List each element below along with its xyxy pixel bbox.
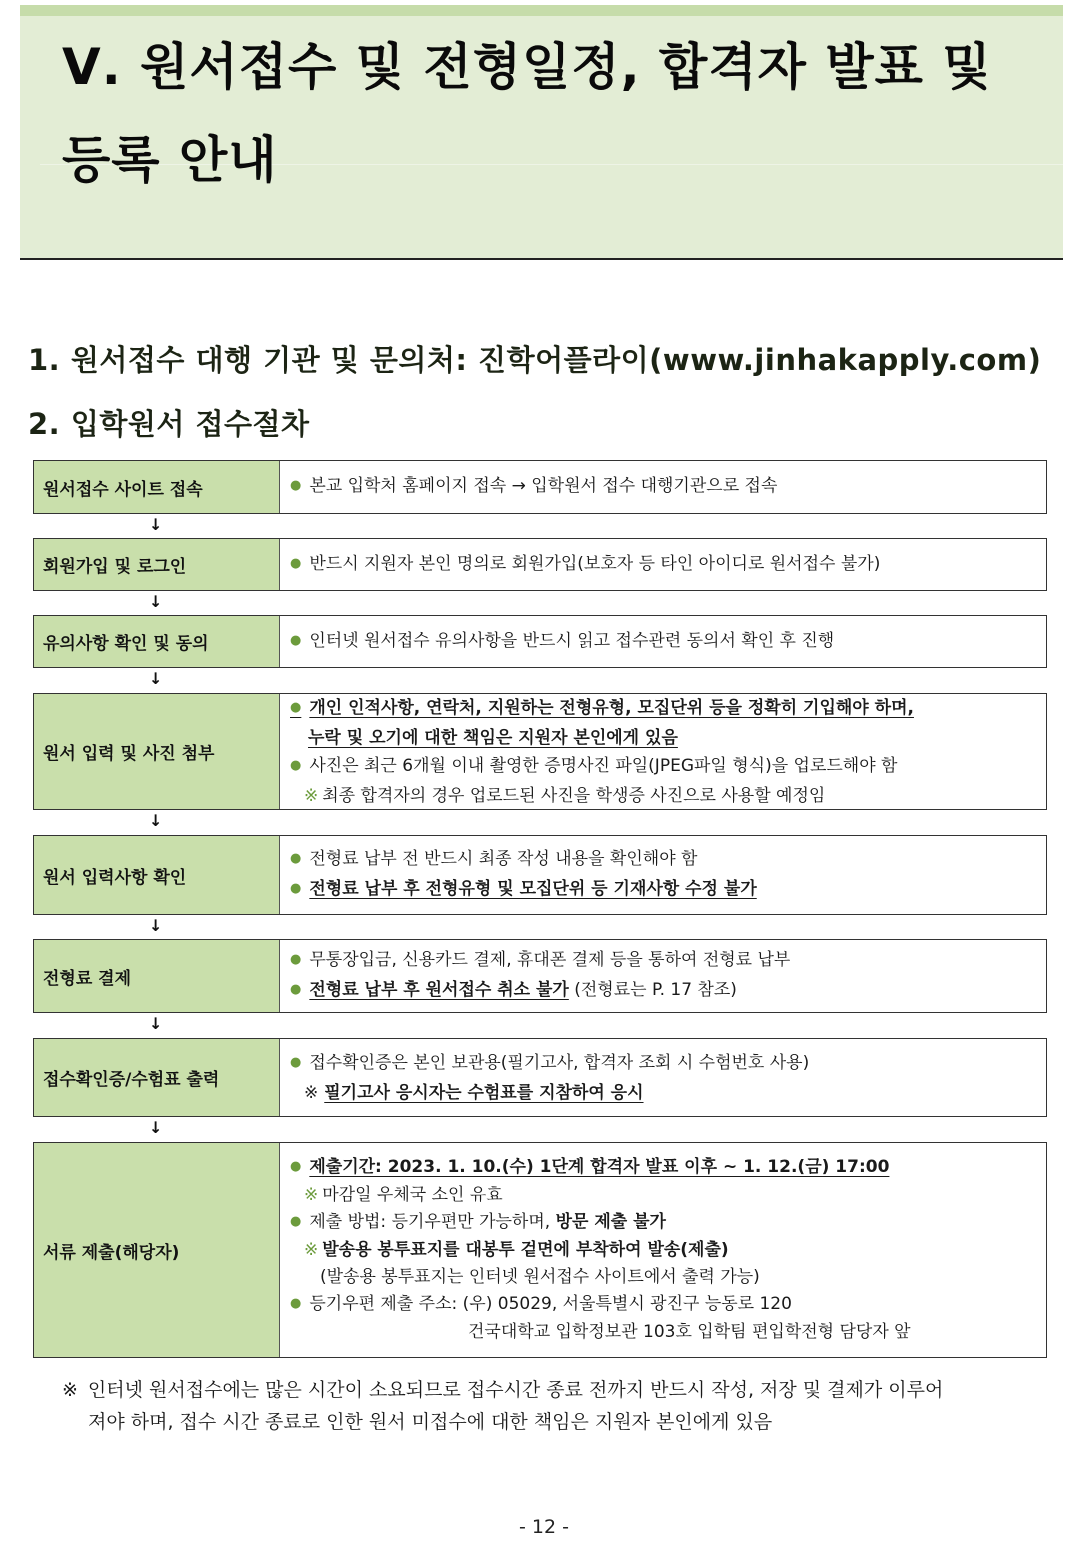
step-text: 누락 및 오기에 대한 책임은 지원자 본인에게 있음 [308,727,678,748]
footnote-line2: 져야 하며, 접수 시간 종료로 인한 원서 미접수에 대한 책임은 지원자 본인에게 있음 [88,1411,773,1433]
footnote [62,1374,1062,1438]
step-text: 전형료 납부 후 원서접수 취소 불가 [309,980,569,1000]
step-label: 전형료 결제 [34,940,280,1012]
step-label: 유의사항 확인 및 동의 [34,616,280,667]
step-line [290,1154,1036,1182]
step-line [290,875,1036,905]
step-line [290,1264,1036,1291]
reference-mark-icon: ※ [304,1185,319,1205]
step-text-bold: 방문 제출 불가 [555,1212,666,1232]
step-text: 발송용 봉투표지를 대봉투 겉면에 부착하여 발송(제출) [322,1240,729,1260]
step-body [280,616,1046,667]
page-number: - 12 - [519,1516,569,1538]
bullet-icon: ● [290,851,302,866]
bullet-icon: ● [290,757,302,773]
down-arrow-icon: ↓ [149,811,163,830]
bullet-icon: ● [290,632,302,648]
flow-step-print-receipt [33,1038,1047,1117]
flow-step-signup-login [33,538,1047,591]
step-line [290,1209,1036,1237]
step-label: 회원가입 및 로그인 [34,539,280,590]
step-text: 필기고사 응시자는 수험표를 지참하여 응시 [324,1082,644,1103]
section-heading-agency [28,338,1041,379]
step-line [290,724,1036,752]
step-text: 반드시 지원자 본인 명의로 회원가입(보호자 등 타인 아이디로 원서접수 불가) [309,553,881,574]
reference-mark-icon: ※ [304,1240,319,1260]
section-heading-procedure [28,402,310,443]
step-body [280,940,1046,1012]
bullet-icon: ● [290,982,302,997]
down-arrow-icon: ↓ [149,592,163,611]
section-title: 원서접수 대행 기관 및 문의처: 진학어플라이(www.jinhakapply.com) [70,343,1042,377]
bullet-icon: ● [290,699,302,715]
chapter-header-band [20,5,1063,260]
step-text: 인터넷 원서접수 유의사항을 반드시 읽고 접수관련 동의서 확인 후 진행 [309,630,835,651]
flow-step-payment [33,939,1047,1013]
down-arrow-icon: ↓ [149,1118,163,1137]
step-note [290,1237,1036,1264]
step-text-suffix: (전형료는 P. 17 참조) [568,980,737,1000]
bullet-icon: ● [290,881,302,896]
step-text: (발송용 봉투표지는 인터넷 원서접수 사이트에서 출력 가능) [320,1267,760,1287]
flow-step-input-photo [33,693,1047,810]
step-line [290,472,1036,502]
flow-step-notice-agree [33,615,1047,668]
step-body [280,539,1046,590]
reference-mark-icon: ※ [62,1379,78,1401]
bullet-icon: ● [290,1296,302,1311]
flow-step-input-check [33,835,1047,915]
step-line [290,845,1036,875]
step-text: 등기우편 제출 주소: (우) 05029, 서울특별시 광진구 능동로 120 [309,1294,792,1314]
chapter-header-strip [20,5,1063,16]
step-line [290,1291,1036,1319]
section-number: 2. [28,407,61,441]
step-text: 제출기간: 2023. 1. 10.(수) 1단계 합격자 발표 이후 ~ 1. 12.(금) 17:00 [309,1157,890,1177]
chapter-title-line1: Ⅴ. 원서접수 및 전형일정, 합격자 발표 및 [62,38,992,96]
bullet-icon: ● [290,1159,302,1174]
step-label: 원서 입력사항 확인 [34,836,280,914]
bullet-icon: ● [290,555,302,571]
step-body [280,836,1046,914]
step-line [290,752,1036,782]
step-line [290,976,1036,1006]
step-body [280,1039,1046,1116]
step-label: 원서접수 사이트 접속 [34,461,280,513]
down-arrow-icon: ↓ [149,669,163,688]
step-body [280,461,1046,513]
step-address-line [290,1319,1036,1346]
step-text: 마감일 우체국 소인 유효 [322,1185,503,1205]
step-text: 사진은 최근 6개월 이내 촬영한 증명사진 파일(JPEG파일 형식)을 업로드해야 함 [309,755,898,776]
step-text: 개인 인적사항, 연락처, 지원하는 전형유형, 모집단위 등을 정확히 기입해야 하며, [309,697,914,718]
footnote-text: 인터넷 원서접수에는 많은 시간이 소요되므로 접수시간 종료 전까지 반드시 작성, 저장 및 결제가 이루어 [87,1379,944,1401]
step-text: 본교 입학처 홈페이지 접속 → 입학원서 접수 대행기관으로 접속 [309,476,778,496]
chapter-title-line2: 등록 안내 [62,131,278,189]
step-text: 무통장입금, 신용카드 결제, 휴대폰 결제 등을 통하여 전형료 납부 [309,950,791,970]
step-text: 최종 합격자의 경우 업로드된 사진을 학생증 사진으로 사용할 예정임 [322,785,826,806]
down-arrow-icon: ↓ [149,515,163,534]
step-line [290,694,1036,724]
bullet-icon: ● [290,478,302,493]
step-note [290,1079,1036,1107]
section-title: 입학원서 접수절차 [70,407,310,441]
step-label: 서류 제출(해당자) [34,1143,280,1357]
reference-mark-icon: ※ [304,1082,319,1103]
step-label: 접수확인증/수험표 출력 [34,1039,280,1116]
reference-mark-icon: ※ [304,785,319,806]
footnote-line1 [62,1374,1062,1406]
down-arrow-icon: ↓ [149,916,163,935]
step-body [280,1143,1046,1357]
bullet-icon: ● [290,1054,302,1070]
step-body [280,694,1046,809]
down-arrow-icon: ↓ [149,1014,163,1033]
step-line [290,627,1036,657]
step-line [290,550,1036,580]
step-text: 건국대학교 입학정보관 103호 입학팀 편입학전형 담당자 앞 [468,1322,911,1342]
step-line [290,946,1036,976]
step-text: 전형료 납부 후 전형유형 및 모집단위 등 기재사항 수정 불가 [309,879,757,899]
flow-step-document-submission [33,1142,1047,1358]
step-note [290,1182,1036,1209]
step-label: 원서 입력 및 사진 첨부 [34,694,280,809]
step-text: 전형료 납부 전 반드시 최종 작성 내용을 확인해야 함 [309,849,698,869]
step-text: 접수확인증은 본인 보관용(필기고사, 합격자 조회 시 수험번호 사용) [309,1052,810,1073]
bullet-icon: ● [290,952,302,967]
section-number: 1. [28,343,61,377]
step-line [290,1049,1036,1079]
step-note [290,782,1036,810]
step-text: 제출 방법: 등기우편만 가능하며, [309,1212,556,1232]
flow-step-site-access [33,460,1047,514]
bullet-icon: ● [290,1214,302,1229]
chapter-title [62,21,1022,207]
